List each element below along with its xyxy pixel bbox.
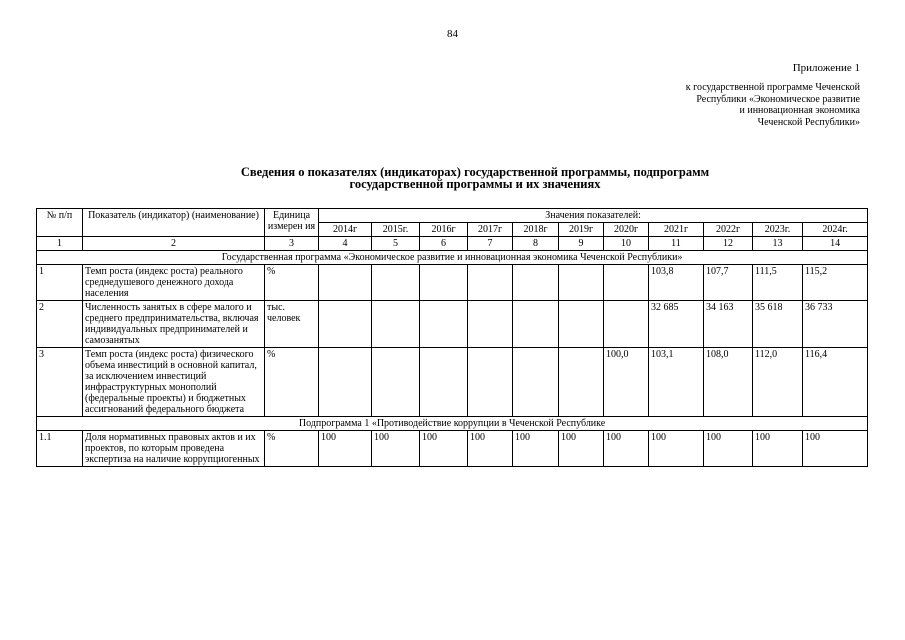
- row-value: 100: [468, 431, 513, 467]
- row-indicator: Численность занятых в сфере малого и среднего предпринимательства, включая индивидуальных предпринимателей и самозанятых: [83, 301, 265, 348]
- column-number: 9: [559, 237, 604, 251]
- row-value: 112,0: [753, 348, 803, 417]
- table-row: [37, 265, 868, 301]
- row-value: [319, 348, 372, 417]
- header-year: 2019г: [559, 223, 604, 237]
- subprogram-title-row: [37, 417, 868, 431]
- row-unit: %: [265, 431, 319, 467]
- appendix-title: Приложение 1: [792, 62, 860, 74]
- row-value: 100: [513, 431, 559, 467]
- header-year: 2017г: [468, 223, 513, 237]
- row-value: 100: [559, 431, 604, 467]
- table-row: [37, 348, 868, 417]
- row-value: 108,0: [704, 348, 753, 417]
- row-value: [420, 301, 468, 348]
- row-value: 100: [372, 431, 420, 467]
- column-number: 4: [319, 237, 372, 251]
- subprogram-title: Подпрограмма 1 «Противодействие коррупции в Чеченской Республике: [37, 417, 868, 431]
- column-number: 7: [468, 237, 513, 251]
- row-value: [372, 265, 420, 301]
- header-year: 2016г: [420, 223, 468, 237]
- row-indicator: Темп роста (индекс роста) физического объема инвестиций в основной капитал, за исключением инвестиций инфраструктурных монополий (федеральные проекты) и бюджетных ассигнований федерального бюджета: [83, 348, 265, 417]
- header-year: 2023г.: [753, 223, 803, 237]
- row-value: [420, 348, 468, 417]
- row-value: 115,2: [803, 265, 868, 301]
- header-year: 2015г.: [372, 223, 420, 237]
- row-value: 107,7: [704, 265, 753, 301]
- table-row: [37, 431, 868, 467]
- row-value: [559, 348, 604, 417]
- row-value: 116,4: [803, 348, 868, 417]
- row-indicator: Доля нормативных правовых актов и их проектов, по которым проведена экспертиза на наличие коррупциогенных: [83, 431, 265, 467]
- row-value: [513, 348, 559, 417]
- column-number: 2: [83, 237, 265, 251]
- row-num: 3: [37, 348, 83, 417]
- header-year: 2022г: [704, 223, 753, 237]
- indicators-table: [36, 208, 868, 467]
- row-value: 100: [753, 431, 803, 467]
- row-value: 34 163: [704, 301, 753, 348]
- row-value: [420, 265, 468, 301]
- row-value: [604, 265, 649, 301]
- row-value: 100: [319, 431, 372, 467]
- column-number: 10: [604, 237, 649, 251]
- column-number: 5: [372, 237, 420, 251]
- header-year: 2020г: [604, 223, 649, 237]
- header-year: 2021г: [649, 223, 704, 237]
- header-year: 2024г.: [803, 223, 868, 237]
- row-value: [559, 301, 604, 348]
- row-value: 100: [420, 431, 468, 467]
- row-num: 2: [37, 301, 83, 348]
- row-value: [468, 265, 513, 301]
- row-value: 100: [649, 431, 704, 467]
- row-value: 32 685: [649, 301, 704, 348]
- row-value: [319, 265, 372, 301]
- row-value: 103,8: [649, 265, 704, 301]
- column-number: 13: [753, 237, 803, 251]
- row-value: [513, 265, 559, 301]
- row-unit: %: [265, 265, 319, 301]
- appendix-description: к государственной программе Чеченской Республики «Экономическое развитие и инновационная экономика Чеченской Республики»: [685, 82, 860, 128]
- row-value: 111,5: [753, 265, 803, 301]
- column-numbers-row: [37, 237, 868, 251]
- row-value: [559, 265, 604, 301]
- row-value: 35 618: [753, 301, 803, 348]
- header-indicator: Показатель (индикатор) (наименование): [83, 209, 265, 237]
- column-number: 11: [649, 237, 704, 251]
- row-value: 100: [704, 431, 753, 467]
- row-value: 36 733: [803, 301, 868, 348]
- row-unit: %: [265, 348, 319, 417]
- row-value: [372, 348, 420, 417]
- row-num: 1: [37, 265, 83, 301]
- row-value: [468, 348, 513, 417]
- header-unit: Единица измерен ия: [265, 209, 319, 237]
- row-value: 103,1: [649, 348, 704, 417]
- program-title: Государственная программа «Экономическое развитие и инновационная экономика Чеченской Республики»: [37, 251, 868, 265]
- header-year: 2014г: [319, 223, 372, 237]
- table-row: [37, 301, 868, 348]
- row-num: 1.1: [37, 431, 83, 467]
- page-number: 84: [447, 28, 458, 40]
- row-indicator: Темп роста (индекс роста) реального среднедушевого денежного дохода населения: [83, 265, 265, 301]
- column-number: 3: [265, 237, 319, 251]
- row-value: [372, 301, 420, 348]
- header-num: № п/п: [37, 209, 83, 237]
- row-unit: тыс. человек: [265, 301, 319, 348]
- row-value: 100: [803, 431, 868, 467]
- column-number: 6: [420, 237, 468, 251]
- program-title-row: [37, 251, 868, 265]
- header-values: Значения показателей:: [319, 209, 868, 223]
- column-number: 14: [803, 237, 868, 251]
- row-value: 100,0: [604, 348, 649, 417]
- document-title: Сведения о показателях (индикаторах) государственной программы, подпрограмм государственной программы и их значениях: [240, 165, 710, 191]
- column-number: 1: [37, 237, 83, 251]
- row-value: 100: [604, 431, 649, 467]
- table-header-row: [37, 209, 868, 223]
- row-value: [319, 301, 372, 348]
- column-number: 12: [704, 237, 753, 251]
- column-number: 8: [513, 237, 559, 251]
- row-value: [468, 301, 513, 348]
- row-value: [604, 301, 649, 348]
- header-year: 2018г: [513, 223, 559, 237]
- row-value: [513, 301, 559, 348]
